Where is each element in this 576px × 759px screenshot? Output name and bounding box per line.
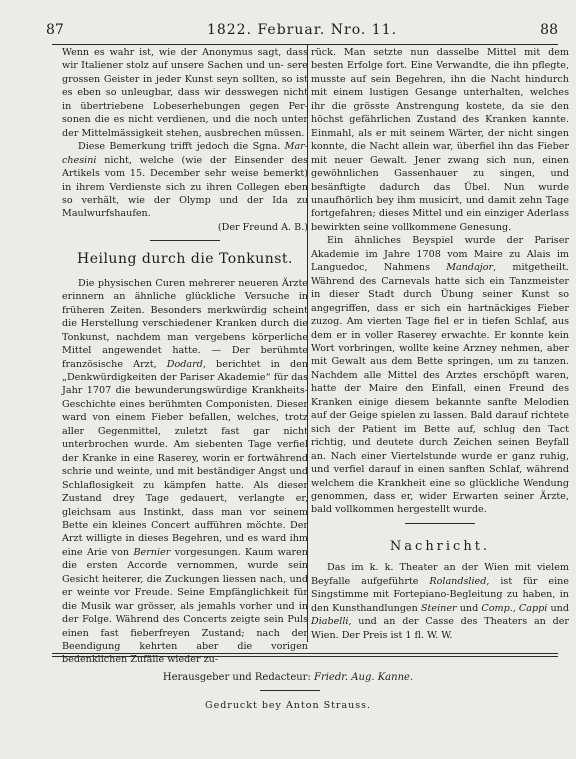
page-number-right: 88 bbox=[540, 22, 558, 38]
name-mandajor: Mandajor bbox=[446, 262, 494, 274]
page-header bbox=[46, 22, 558, 40]
name-rolandslied: Rolandslied bbox=[429, 575, 487, 587]
section-separator-right bbox=[405, 523, 475, 524]
paragraph-marchesini: Diese Bemerkung trifft jedoch die Sgna. Mar-chesini nicht, welche (wie der Einsender des Artikels vom 15. December sehr weise bemerkt) in ihrem Verdienste sich zu ihren Collegen eben so verhält, wie der Olymp und der Ida zu Maulwurfshaufen. bbox=[62, 141, 308, 220]
paragraph-anonymus: Wenn es wahr ist, wie der Anonymus sagt, dass wir Italiener stolz auf unsere Sachen und un- sere grossen Geister in jeder Kunst seyn sollten, so ist es eben so unleugbar, dass wir desswegen nicht in übertriebene Lobeserhebungen gegen Per- sonen die es nicht verdienen, und die noch unter der Mittelmässigkeit stehen, ausbrechen müssen. bbox=[62, 47, 309, 139]
footer-rule-thick bbox=[52, 653, 558, 654]
name-diabelli: Diabelli bbox=[311, 616, 349, 628]
paragraph-heilung: Die physischen Curen mehrerer neueren Ärzte erinnern an ähnliche glückliche Versuche in früheren Zeiten. Besonders merkwürdig scheint die Herstellung verschiedener Kranken durch die Tonkunst, nachdem man vergebens körperliche Mittel angewendet hatte. — Der berühmte französische Arzt, Dodard, berichtet in den „Denkwürdigkeiten der Pariser Akademie“ für das Jahr 1707 die bewunderungswürdige Krankheits-Geschichte eines berühmten Componisten. Dieser ward von einem Fieber befallen, welches, trotz aller Gegenmittel, zuletzt fast gar nicht unterbrochen wurde. Am siebenten Tage verfiel der Kranke in eine Raserey, worin er fortwährend schrie und weinte, und mit beständiger Angst und Schlaflosigkeit zu kämpfen hatte. Als dieser Zustand drey Tage gedauert, verlangte er, gleichsam aus Instinkt, dass man vor seinem Bette ein kleines Concert aufführen möchte. Der Arzt willigte in dieses Begehren, und es ward ihm eine Arie von Bernier vorgesungen. Kaum waren die ersten Accorde vernommen, wurde sein Gesicht heiterer, die Zuckungen liessen nach, und er weinte vor Freude. Seine Empfänglichkeit für die Musik war grösser, als jemahls vorher und in der Folge. Während des Concerts zeigte sein Puls einen fast fieberfreyen Zustand; nach der Beendigung kehrten aber die vorigen bedenklichen Zufälle wieder zu- bbox=[62, 277, 308, 666]
right-column bbox=[311, 46, 569, 642]
issue-date-title: 1822. Februar. Nro. 11. bbox=[206, 22, 398, 38]
article-title: Heilung durch die Tonkunst. bbox=[76, 251, 294, 268]
name-marchesini: Mar-chesini bbox=[62, 141, 308, 166]
name-bernier: Bernier bbox=[133, 546, 171, 558]
notice-title: Nachricht. bbox=[389, 538, 491, 554]
section-separator bbox=[150, 240, 220, 241]
footer-short-rule bbox=[260, 690, 320, 691]
signature: (Der Freund A. B.) bbox=[217, 221, 308, 233]
paragraph-continuation: rück. Man setzte nun dasselbe Mittel mit dem besten Erfolge fort. Eine Verwandte, die ihn pflegte, musste auf sein Begehren, ihn die Nacht hindurch mit einem lustigen Gesange unterhalten, welches ihr die grösste Anstrengung kostete, da sie den höchst gefährlichen Zustand des Kranken kannte. Einmahl, als er mit seinem Wärter, der nicht singen konnte, die Nacht allein war, überfiel ihn das Fieber mit neuer Gewalt. Jener zwang sich nun, einen gewöhnlichen Gassenhauer zu singen, und besänftigte dadurch das Übel. Nun wurde unaufhörlich bey ihm musicirt, und damit zehn Tage fortgefahren; dieses Mittel und ein einziger Aderlass bewirkten seine vollkommene Genesung. bbox=[311, 47, 569, 233]
footer-rule-thin bbox=[52, 656, 558, 657]
editor-line: Herausgeber und Redacteur: Friedr. Aug. Kanne. bbox=[162, 672, 414, 683]
name-cappi: Comp., Cappi bbox=[481, 602, 548, 614]
name-steiner: Steiner bbox=[420, 602, 457, 614]
name-dodard: Dodard bbox=[166, 358, 203, 370]
header-rule bbox=[52, 44, 558, 45]
paragraph-nachricht: Das im k. k. Theater an der Wien mit vielem Beyfalle aufgeführte Rolandslied, ist für eine Singstimme mit Fortepiano-Begleitung zu haben, in den Kunsthandlungen Steiner und Comp., Cappi und Diabelli, und an der Casse des Theaters an der Wien. Der Preis ist 1 fl. W. W. bbox=[311, 562, 569, 641]
left-column bbox=[62, 46, 308, 667]
printer-line: Gedruckt bey Anton Strauss. bbox=[204, 700, 372, 711]
paragraph-mandajor: Ein ähnliches Beyspiel wurde der Pariser Akademie im Jahre 1708 vom Maire zu Alais im Languedoc, Nahmens Mandajor, mitgetheilt. Während des Carnevals hatte sich ein Tanzmeister in dieser Stadt durch Übung seiner Kunst so angegriffen, dass er sich ein hartnäckiges Fieber zuzog. Am vierten Tage fiel er in tiefen Schlaf, aus dem er in voller Raserey erwachte. Er konnte kein Wort vorbringen, wollte keine Arzney nehmen, aber mit Gewalt aus dem Bette springen, um zu tanzen. Nachdem alle Mittel des Arztes erschöpft waren, hatte der Maire den Einfall, einen Freund des Kranken einige diesem bekannte sanfte Melodien auf der Geige spielen zu lassen. Bald darauf richtete sich der Patient im Bette auf, schlug den Tact richtig, und deutete durch Zeichen seinen Beyfall an. Nach einer Viertelstunde wurde er ganz ruhig, und verfiel darauf in einen sanften Schlaf, während welchem die Krankheit eine so glückliche Wendung genommen, dass er, wider Erwarten seiner Ärzte, bald vollkommen hergestellt wurde. bbox=[311, 235, 569, 516]
editor-name: Friedr. Aug. Kanne. bbox=[314, 672, 414, 683]
page-number-left: 87 bbox=[46, 22, 64, 38]
